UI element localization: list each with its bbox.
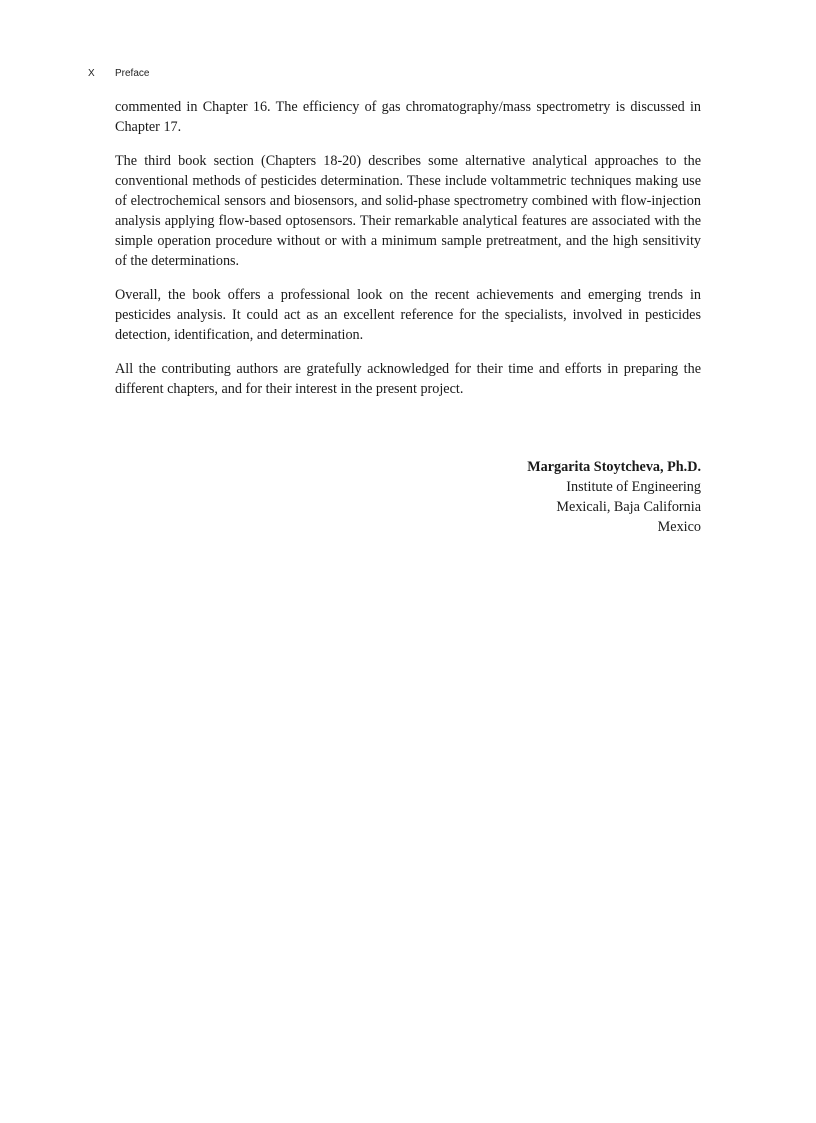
preface-body [115, 97, 701, 413]
paragraph: All the contributing authors are gratefully acknowledged for their time and efforts in preparing the different chapters, and for their interest in the present project. [115, 361, 701, 397]
signature-block [115, 457, 701, 537]
author-country: Mexico [657, 519, 701, 535]
author-location: Mexicali, Baja California [556, 499, 701, 515]
author-name: Margarita Stoytcheva, Ph.D. [527, 459, 701, 475]
running-header [88, 68, 149, 79]
running-header-title: Preface [115, 68, 150, 79]
paragraph: commented in Chapter 16. The efficiency of gas chromatography/mass spectrometry is discussed in Chapter 17. [115, 99, 701, 135]
paragraph: The third book section (Chapters 18-20) describes some alternative analytical approaches to the conventional methods of pesticides determination. These include voltammetric techniques making use of electrochemical sensors and biosensors, and solid-phase spectrometry combined with flow-injection analysis applying flow-based optosensors. Their remarkable analytical features are associated with the simple operation procedure without or with a minimum sample pretreatment, and the high sensitivity of the determinations. [115, 153, 701, 269]
paragraph: Overall, the book offers a professional look on the recent achievements and emerging trends in pesticides analysis. It could act as an excellent reference for the specialists, involved in pesticides detection, identification, and determination. [115, 287, 701, 343]
author-affiliation: Institute of Engineering [566, 479, 701, 495]
page-number: X [88, 68, 95, 79]
